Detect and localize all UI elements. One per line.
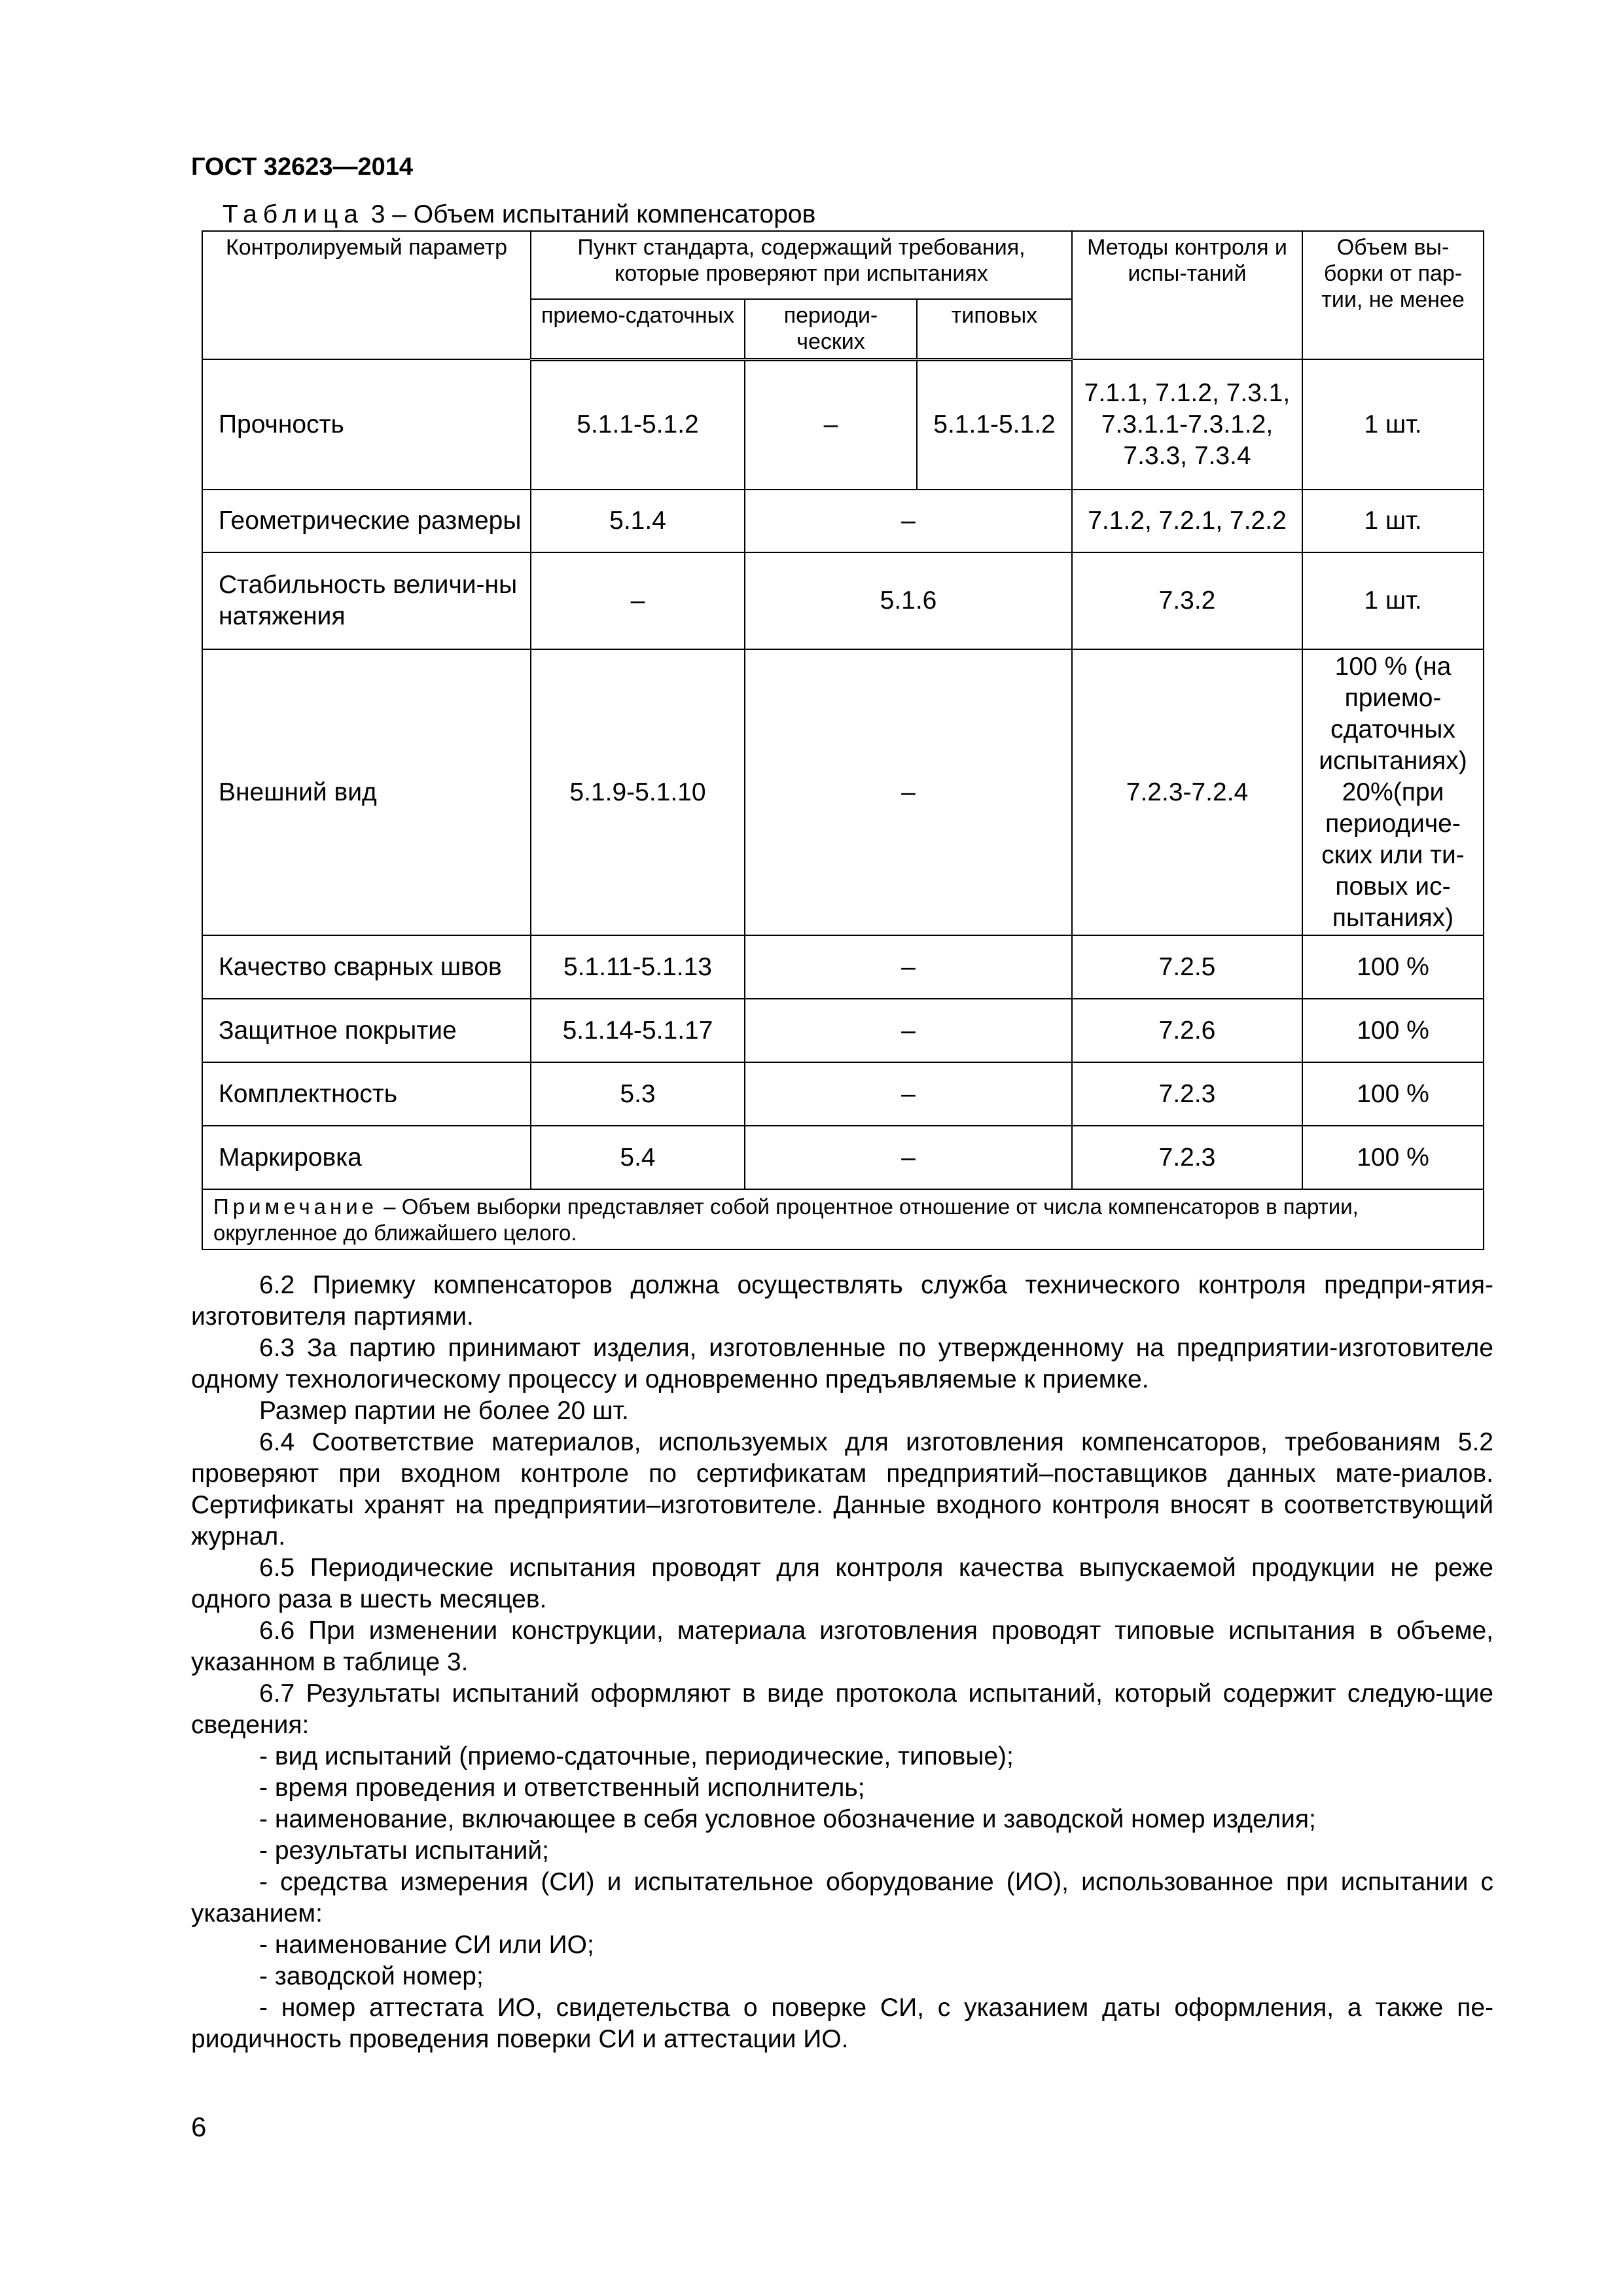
- list-item: - средства измерения (СИ) и испытательное оборудование (ИО), использованное при испытании с указанием:: [191, 1868, 1493, 1928]
- table-row: [202, 999, 1484, 1062]
- cell-methods: 7.2.6: [1072, 999, 1302, 1062]
- cell-methods: 7.2.3: [1072, 1062, 1302, 1126]
- paragraph-6-4: 6.4 Соответствие материалов, используемых для изготовления компенсаторов, требованиям 5.2 проверяют при входном контроле по сертификатам предприятий–поставщиков данных мате-риалов. Сертификаты хранят на предприятии–изготовителе. Данные входного контроля вносят в соответствующий журнал.: [191, 1428, 1493, 1551]
- cell-acceptance: 5.1.9-5.1.10: [531, 649, 745, 935]
- header-type: типовых: [917, 299, 1072, 359]
- paragraph-6-2: 6.2 Приемку компенсаторов должна осуществлять служба технического контроля предпри-ятия-изготовителя партиями.: [191, 1271, 1493, 1331]
- cell-param: Геометрические размеры: [202, 490, 531, 552]
- list-item: - наименование, включающее в себя условное обозначение и заводской номер изделия;: [259, 1805, 1316, 1833]
- table-note: [202, 1189, 1484, 1249]
- cell-methods: 7.1.1, 7.1.2, 7.3.1, 7.3.1.1-7.3.1.2, 7.3.3, 7.3.4: [1072, 359, 1302, 490]
- list-item: - номер аттестата ИО, свидетельства о поверке СИ, с указанием даты оформления, а также пе-риодичность проведения поверки СИ и аттестации ИО.: [191, 1994, 1493, 2053]
- table-note-row: [202, 1189, 1484, 1249]
- table-caption-text: 3 – Объем испытаний компенсаторов: [363, 200, 816, 228]
- cell-periodic-type: 5.1.6: [745, 552, 1072, 649]
- cell-acceptance: 5.1.14-5.1.17: [531, 999, 745, 1062]
- cell-acceptance: 5.1.4: [531, 490, 745, 552]
- header-acceptance: приемо-сдаточных: [531, 299, 745, 359]
- cell-methods: 7.3.2: [1072, 552, 1302, 649]
- cell-param: Комплектность: [202, 1062, 531, 1126]
- cell-param: Стабильность величи-ны натяжения: [202, 552, 531, 649]
- cell-param: Прочность: [202, 359, 531, 490]
- cell-methods: 7.1.2, 7.2.1, 7.2.2: [1072, 490, 1302, 552]
- paragraph-6-6: 6.6 При изменении конструкции, материала изготовления проводят типовые испытания в объеме, указанном в таблице 3.: [191, 1617, 1493, 1676]
- paragraph-6-3-lot-size: Размер партии не более 20 шт.: [259, 1397, 629, 1425]
- table-row: [202, 490, 1484, 552]
- cell-param: Маркировка: [202, 1126, 531, 1189]
- cell-sample: 100 %: [1302, 935, 1484, 999]
- table-row: [202, 649, 1484, 935]
- cell-acceptance: 5.1.1-5.1.2: [531, 359, 745, 490]
- cell-sample: 100 %: [1302, 1062, 1484, 1126]
- table-note-text: – Объем выборки представляет собой процентное отношение от числа компенсаторов в партии, округленное до ближайшего целого.: [213, 1194, 1359, 1245]
- table-row: [202, 359, 1484, 490]
- header-methods: Методы контроля и испы-таний: [1072, 231, 1302, 359]
- paragraph-6-5: 6.5 Периодические испытания проводят для контроля качества выпускаемой продукции не реже одного раза в шесть месяцев.: [191, 1554, 1493, 1613]
- list-item: - вид испытаний (приемо-сдаточные, периодические, типовые);: [259, 1742, 1014, 1770]
- cell-periodic-type: –: [745, 490, 1072, 552]
- document-header: ГОСТ 32623—2014: [191, 153, 414, 181]
- cell-sample: 1 шт.: [1302, 359, 1484, 490]
- page-number: 6: [191, 2111, 207, 2142]
- header-clause-group: Пункт стандарта, содержащий требования, которые проверяют при испытаниях: [531, 231, 1072, 299]
- cell-acceptance: 5.4: [531, 1126, 745, 1189]
- cell-periodic-type: –: [745, 999, 1072, 1062]
- tests-table: [202, 230, 1484, 1250]
- table-caption-label: Таблица: [223, 200, 364, 228]
- paragraph-6-7: 6.7 Результаты испытаний оформляют в виде протокола испытаний, который содержит следую-щие сведения:: [191, 1679, 1493, 1739]
- table-row: [202, 1062, 1484, 1126]
- cell-sample: 1 шт.: [1302, 490, 1484, 552]
- list-item: - наименование СИ или ИО;: [259, 1931, 594, 1959]
- cell-methods: 7.2.5: [1072, 935, 1302, 999]
- cell-acceptance: 5.1.11-5.1.13: [531, 935, 745, 999]
- cell-sample: 100 % (на приемо-сдаточных испытаниях) 20%(при периодиче-ских или ти-повых ис-пытаниях): [1302, 649, 1484, 935]
- cell-sample: 100 %: [1302, 999, 1484, 1062]
- cell-sample: 1 шт.: [1302, 552, 1484, 649]
- cell-periodic-type: –: [745, 1062, 1072, 1126]
- paragraph-6-3: 6.3 За партию принимают изделия, изготовленные по утвержденному на предприятии-изготовителе одному технологическому процессу и одновременно предъявляемые к приемке.: [191, 1334, 1493, 1393]
- header-sample: Объем вы-борки от пар-тии, не менее: [1302, 231, 1484, 359]
- cell-type: 5.1.1-5.1.2: [917, 359, 1072, 490]
- table-caption: [223, 200, 815, 229]
- list-item: - заводской номер;: [259, 1962, 484, 1990]
- table-note-label: Примечание: [213, 1194, 378, 1219]
- cell-periodic-type: –: [745, 935, 1072, 999]
- cell-param: Внешний вид: [202, 649, 531, 935]
- cell-acceptance: –: [531, 552, 745, 649]
- cell-sample: 100 %: [1302, 1126, 1484, 1189]
- table-row: [202, 1126, 1484, 1189]
- cell-periodic-type: –: [745, 1126, 1072, 1189]
- table-row: [202, 552, 1484, 649]
- cell-acceptance: 5.3: [531, 1062, 745, 1126]
- header-param: Контролируемый параметр: [202, 231, 531, 359]
- table-row: [202, 935, 1484, 999]
- body-text: [191, 1270, 1493, 2055]
- cell-param: Качество сварных швов: [202, 935, 531, 999]
- cell-periodic: –: [745, 359, 917, 490]
- cell-periodic-type: –: [745, 649, 1072, 935]
- cell-param: Защитное покрытие: [202, 999, 531, 1062]
- list-item: - время проведения и ответственный исполнитель;: [259, 1774, 865, 1802]
- header-periodic: периоди-ческих: [745, 299, 917, 359]
- list-item: - результаты испытаний;: [259, 1837, 549, 1865]
- cell-methods: 7.2.3: [1072, 1126, 1302, 1189]
- cell-methods: 7.2.3-7.2.4: [1072, 649, 1302, 935]
